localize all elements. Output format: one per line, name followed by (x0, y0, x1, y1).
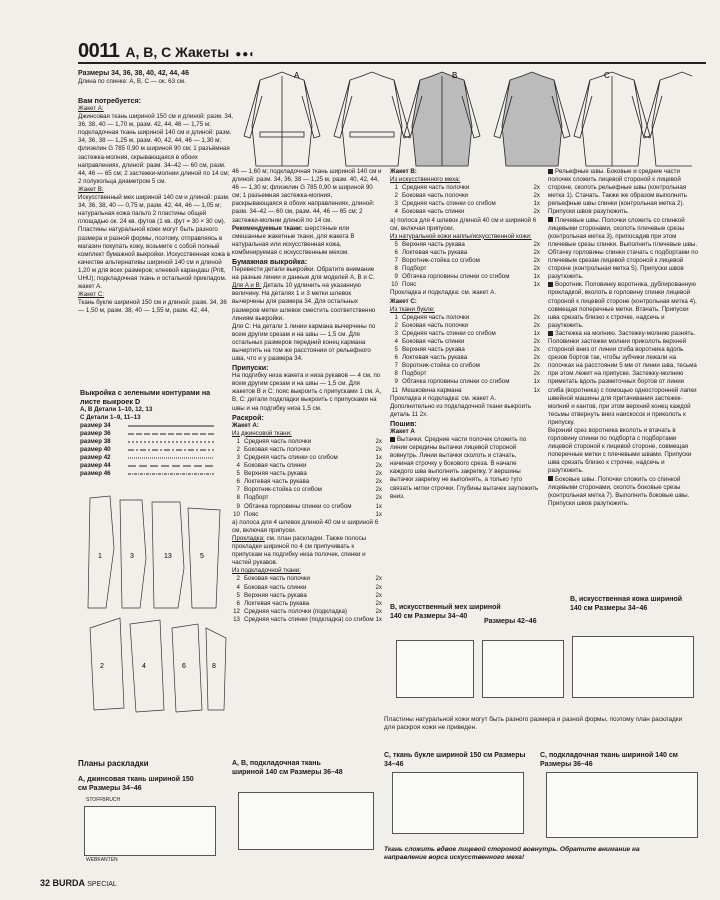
technical-drawings (232, 66, 692, 176)
collar-attach-text: Верхний срез воротника вколоть и втачать в горловину спинки по подборта с подбортами лицевой стороной к лицевой стороне, совмещая поперечные метки с плечевыми швами. Припуски шва срезать близко к строчке, надсечь и разутюжить. (548, 427, 692, 475)
layout-ab-lining (238, 792, 374, 850)
page-number: 32 (40, 878, 51, 888)
sizes-block (78, 70, 238, 86)
layout-b-fur-34-40 (396, 640, 474, 698)
cutting-list-item: 4 Боковая часть спинки 2x (394, 337, 540, 345)
svg-text:8: 8 (212, 663, 216, 670)
paper-pattern-text: Перевести детали выкройки. Обратите внимание на разные линии и данные для моделей A, B и C. (232, 266, 375, 282)
fur-strip: a) полоса для 4 шлевок длиной 40 см и шириной 6 см, включая припуски. (390, 216, 537, 232)
pattern-pieces-c: C Детали 1–9, 11–13 (80, 414, 141, 422)
size-line-row: размер 42 (80, 454, 111, 462)
layout-c-lining-caption: C, подкладочная ткань шириной 140 см Размеры 36–46 (540, 752, 678, 768)
size-line-legend (80, 422, 220, 478)
cutting-denim-label: Из джинсовой ткани: (232, 429, 292, 437)
materials-title: Вам потребуется: (78, 96, 142, 105)
svg-text:4: 4 (142, 663, 146, 670)
cutting-jacket-a: Жакет A: (232, 421, 259, 429)
cutting-list-item: 5 Верхняя часть рукава 2x (236, 470, 382, 478)
side-seams-text: Боковые швы. Полочки сложить со спинкой лицевыми сторонами, сколоть боковые срезы (контрольная метка 7). Выполнить боковые швы. Припуски швов разутюжить. (548, 475, 690, 507)
pattern-sheet-info (80, 388, 220, 478)
cutting-list-item: 5 Верхняя часть рукава 2x (394, 346, 540, 354)
belt-loop-strip: a) полоса для 4 шлевок длиной 40 см и шириной 6 см, включая припуски. (232, 518, 379, 534)
sewing-title: Пошив: (390, 418, 417, 428)
cutting-list-item: 13 Средняя часть спинки (подкладка) со сгибом 1x (233, 615, 382, 623)
cutting-list-item: 6 Локтевая часть рукава 2x (394, 248, 540, 256)
cutting-list-item: 7 Воротник-стойка со сгибом 2x (394, 362, 540, 370)
cut-jacket-b: Жакет B: (390, 168, 417, 175)
header-rule (78, 62, 706, 64)
jacket-b-front-drawing (404, 72, 480, 166)
cutting-list-item: 1 Средняя часть полочки 2x (394, 313, 540, 321)
column-3 (390, 168, 540, 501)
cutting-list-item: 2 Боковая часть полочки 2x (394, 321, 540, 329)
model-number: 0011 (78, 40, 120, 62)
layout-b-fur-42-46 (482, 640, 564, 698)
cutting-list-leather (390, 241, 540, 290)
cutting-list-item: 1 Средняя часть полочки 2x (394, 184, 540, 192)
layout-b-fur-caption: B, искусственный мех шириной 140 см Размеры 34–40 (390, 604, 501, 620)
jacket-c-back-drawing (644, 72, 692, 166)
layout-b-fur-sizes2: Размеры 42–46 (484, 618, 537, 625)
cutting-list-item: 3 Средняя часть спинки со сгибом 1x (236, 454, 382, 461)
layout-c-boucle (392, 772, 524, 834)
figure-label-c: C (604, 71, 610, 80)
cutting-list-item: 6 Локтевая часть рукава 2x (236, 599, 382, 607)
recommended-fabrics-title: Рекомендуемые ткани: (232, 224, 303, 232)
cutting-list-item: 7 Воротник-стойка со сгибом 2x (236, 486, 382, 494)
pattern-pieces-diagram (80, 488, 230, 718)
jacket-c-materials: Ткань букле шириной 150 см и длиной: разм. 34, 36 — 1,50 м, разм. 38, 40 — 1,55 м, разм. 42, 44, (78, 299, 227, 315)
cutting-list-item: 1 Средняя часть полочки 2x (236, 437, 382, 445)
cutting-list-item: 6 Локтевая часть рукава 2x (394, 354, 540, 362)
layout-ab-lining-caption: A, B, подкладочная ткань шириной 140 см Размеры 36–48 (232, 760, 343, 776)
svg-text:3: 3 (130, 553, 134, 560)
lining-label: Из подкладочной ткани: (232, 567, 301, 575)
paper-pattern-title: Бумажная выкройка: (232, 257, 308, 267)
cutting-list-item: 8 Подборт 2x (236, 494, 382, 502)
cutting-list-item: 2 Боковая часть полочки 2x (394, 192, 540, 200)
boucle-label: Из ткани букле: (390, 305, 435, 313)
recommended-fabrics-text: шерстяные или смешанные жакетные ткани, для жакета B натуральная или искусственная кожа, комбинируемая с искусственным мехом. (232, 224, 355, 256)
svg-text:1: 1 (98, 553, 102, 560)
darts-text: Вытачки. Средние части полочек сложить по линии середины вытачки лицевой стороной вовнутрь. Линии вытачки сколоть и стачать, начиная строчку у бокового среза. В начале каждого шва выполнить закрепку. У вершины вытачки закрепку не выполнять, а только туго связать нитки строчки. Глубины вытачек заутюжить вниз. (390, 436, 539, 500)
jacket-a-label: Жакет A: (78, 105, 104, 112)
size-line-row: размер 38 (80, 438, 111, 446)
leather-note: Пластины натуральной кожи могут быть разного размера и разной формы, поэтому план раскладки для раскроя кожи не приведен. (384, 716, 683, 732)
figure-label-b: B (452, 71, 458, 80)
column-2 (232, 168, 382, 624)
model-title: A, B, C Жакеты (125, 44, 230, 60)
size-line-row: размер 44 (80, 462, 111, 470)
cutting-list-lining (232, 575, 382, 624)
column-4 (548, 168, 700, 508)
allowances-title: Припуски: (232, 363, 269, 373)
interfacing-label: Прокладка: (232, 534, 265, 542)
article-header (78, 40, 256, 63)
cutting-list-item: 12 Средняя часть полочки (подкладка) 2x (233, 607, 382, 615)
page-footer (40, 878, 117, 888)
cutting-list-item: 4 Боковая часть спинки 2x (236, 583, 382, 591)
cutting-list-item: 2 Боковая часть полочки 2x (236, 445, 382, 453)
cutting-list-item: 9 Обтачка горловины спинки со сгибом 1x (236, 502, 382, 510)
shoulder-seams-text: Плечевые швы. Полочки сложить со спинкой лицевыми сторонами, сколоть плечевые срезы (контрольная метка 3), припосадив при этом плечевые срезы спинки. Выполнить плечевые швы. Обтачку горловины спинки стачать с подбортами по плечевым срезам лицевой стороной к лицевой стороне (контрольная метка 5). Припуски швов разутюжить. (548, 216, 698, 281)
cutting-list-item: 6 Локтевая часть рукава 2x (236, 478, 382, 486)
zipper-text: Застежка на молнию. Застежку-молнию разнять. Половинки застежки молнии приколоть верхней стороной вниз от линии сгиба воротника вдоль срезов бортов так, чтобы зубчики лежали на полочках на расстоянии 5 мм от линии шва, тесьма при этом лежит на припуске. Застежку-молнию приметать вдоль разметочных бортов от линии сгиба (воротника) с помощью односторонней лапки швейной машины для притачивания застежек-молний и кантов, при этом верхний конец каждой тесьмы отвернуть вниз наискосок и приколоть к припуску. (548, 329, 697, 426)
collar-text: Воротник. Половинку воротника, дублированную прокладкой, вколоть в горловину спинки лицевой стороной к лицевой стороне (контрольная метка 4), совмещая поперечные метки. Втачать. Припуски шва срезать близко к строчке, надсечь и разутюжить. (548, 281, 697, 329)
layout-a-denim (84, 806, 216, 856)
svg-text:2: 2 (100, 663, 104, 670)
leather-label: Из натуральной кожи наппы/искусственной кожи: (390, 232, 532, 240)
size-line-row: размер 40 (80, 446, 111, 454)
cutting-list-fur (390, 184, 540, 216)
cutting-list-boucle (390, 314, 540, 395)
jacket-b-label: Жакет B: (78, 185, 104, 193)
fur-label: Из искусственного меха: (390, 176, 461, 184)
sizes-line: Размеры 34, 36, 38, 40, 42, 44, 46 (78, 70, 189, 77)
svg-text:5: 5 (200, 553, 204, 560)
cutting-list-denim (232, 438, 382, 519)
cut-jacket-c: Жакет C: (390, 297, 417, 305)
cutting-title: Раскрой: (232, 412, 264, 422)
cutting-list-item: 9 Обтачка горловины спинки со сгибом 1x (394, 273, 540, 281)
layout-c-boucle-caption: C, ткань букле шириной 150 см Размеры 34–46 (384, 752, 526, 768)
sewing-jacket-a: Жакет A (390, 427, 415, 435)
layout-b-leather (572, 636, 694, 698)
cutting-list-item: 2 Боковая часть полочки 2x (236, 575, 382, 583)
ab-text: Деталь 10 удлинить на указанную величину. На деталях 1 и 3 метки шлевок вычерчены для размера 34. Для остальных размеров метки шлевок сместить соответственно линиям выкройки. (232, 282, 376, 322)
layout-b-leather-caption: B, искусственная кожа шириной 140 см Размеры 34–46 (570, 596, 683, 612)
interfacing-text: см. план раскладки. Также полосы прокладки шириной по 4 см припучивать к припускам на подгибку низа полочек, спинки и частей рукавов. (232, 534, 367, 567)
pattern-sheet-title: Выкройка с зелеными контурами на листе выкроек D (80, 388, 211, 406)
jacket-b-materials: Искусственный мех шириной 140 см и длиной: разм. 34, 36, 38, 40 — 0,75 м, разм. 42, 44, 46 — 1,05 м; натуральная кожа пальто 2 пластины общей площадью ок. 24 кв. футов (1 кв. фут = 30 × 30 см). Пластины натуральной кожи могут быть разного размера и разной формы, поэтому, отправляясь в магазин покупать кожу, возьмите с собой полный комплект бумажной выкройки. Искусственная кожа в качестве альтернативы шириной 140 см и длиной 1,20 м для всех размеров; клеевой карандаш (Pritt, UHU); подкладочная ткань и остальной прикладом. жакет A. (78, 194, 230, 291)
fur-warning: Ткань сложить вдвое лицевой стороной вовнутрь. Обратите внимание на направление ворса искусственного меха! (384, 846, 640, 862)
ab-label: Для A и B: (232, 282, 262, 290)
lining-c: Прокладка и подкладка: см. жакет A. Дополнительно из подкладочной ткани выкроить деталь 11 2x. (390, 394, 532, 418)
figure-label-a: A (294, 71, 300, 80)
pattern-pieces-ab: A, B Детали 1–10, 12, 13 (80, 406, 153, 413)
cutting-list-item: 7 Воротник-стойка со сгибом 2x (394, 257, 540, 265)
size-line-row: размер 34 (80, 422, 111, 430)
princess-seams-text: Рельефные швы. Боковые и средние части полочек сложить лицевой стороной к лицевой стороне, сколоть рельефные швы (контрольная метка 1). Стачать. Также же образом выполнить рельефные швы спинки (контрольная метка 2). Припуски швов разутюжить. (548, 168, 687, 216)
size-line-row: размер 46 (80, 470, 111, 478)
cutting-list-item: 9 Обтачка горловины спинки со сгибом 1x (394, 378, 540, 386)
svg-text:6: 6 (182, 663, 186, 670)
cutting-list-item: 3 Средняя часть спинки со сгибом 1x (394, 200, 540, 208)
layout-a-denim-caption: A, джинсовая ткань шириной 150 см Размеры 34–46 (78, 776, 194, 792)
fold-label: STOFFBRUCH (86, 797, 121, 803)
cutting-list-item: 5 Верхняя часть рукава 2x (394, 240, 540, 248)
lining-b: Прокладка и подкладка: см. жакет A. (390, 289, 497, 297)
jacket-c-materials-cont: 46 — 1,60 м; подкладочная ткань шириной 140 см и длиной: разм. 34, 36, 38 — 1,25 м, разм. 40, 42, 44, 46 — 1,30 м; флизелин G 785 0,90 м шириной 90 см; 1 разъемная застежка-молния, раскрывающаяся в обоих направлениях, длиной: разм. 34–42 — 60 см, разм. 44, 46 — 65 см; 2 застежки-молнии длиной по 14 см. (232, 168, 382, 224)
jacket-a-back-drawing (334, 72, 410, 166)
cutting-list-item: 5 Верхняя часть рукава 2x (236, 591, 382, 599)
brand-special: SPECIAL (87, 881, 117, 888)
jacket-c-front-drawing (574, 72, 650, 166)
cutting-list-item: 10 Пояс 1x (391, 281, 540, 289)
jacket-a-front-drawing (244, 72, 320, 166)
jacket-c-label: Жакет C: (78, 291, 104, 299)
cutting-list-item: 10 Пояс 1x (233, 510, 382, 518)
c-pocket-text: Для C: На детали 1 линии кармана вычерчены по всем другим срезам и на швы — 1,5 см. Для остальных размеров передний конец кармана вычертить на том же расстоянии от рельефного шва, что и у размера 34. (232, 322, 376, 363)
length-line: Длина по спинке: A, B, C — ок. 63 см. (78, 78, 186, 86)
cutting-list-item: 8 Подборт 2x (394, 370, 540, 378)
difficulty-dots: ●●◐ (235, 49, 257, 60)
plans-title: Планы раскладки (78, 759, 149, 768)
jacket-a-materials: Джинсовая ткань шириной 150 см и длиной: разм. 34, 36, 38, 40 — 1,70 м, разм. 42, 44, 46 — 1,75 м; подкладочная ткань шириной 140 см и длиной: разм. 34, 36, 38 — 1,25 м, разм. 40, 42, 44, 46 — 1,30 м; флизелин G 785 0,90 м шириной 90 см; 1 разъёмная застежка-молния, скрывающаяся в обоих направлениях, длиной: разм. 34–42 — 60 см, разм. 44, 46 — 65 см; 2 застежки-молнии длиной по 14 см; 2 полукольца диаметром 5 см. (78, 113, 234, 185)
selvage-label: WEBKANTEN (86, 857, 118, 863)
layout-c-lining (546, 772, 698, 838)
cutting-list-item: 8 Подборт 2x (394, 265, 540, 273)
column-1 (78, 96, 234, 315)
jacket-b-back-drawing (494, 72, 570, 166)
svg-text:13: 13 (164, 553, 172, 560)
allowances-text: На подгибку низа жакета и низа рукавов — 4 см, по всем другим срезам и на швы — 1,5 см. Для жакетов B и C: пояс выкроить с припусками 1 см. A, B, C: детали подкладки выкроить с припусками на швы и на подгибку низа 1,5 см. (232, 372, 382, 412)
size-line-row: размер 36 (80, 430, 111, 438)
cutting-list-item: 3 Средняя часть спинки со сгибом 1x (394, 329, 540, 337)
cutting-list-item: 4 Боковая часть спинки 2x (394, 208, 540, 216)
cutting-list-item: 4 Боковая часть спинки 2x (236, 462, 382, 470)
cutting-list-item: 11 Мешковина кармана 1x (391, 386, 540, 394)
brand: BURDA (52, 878, 85, 888)
